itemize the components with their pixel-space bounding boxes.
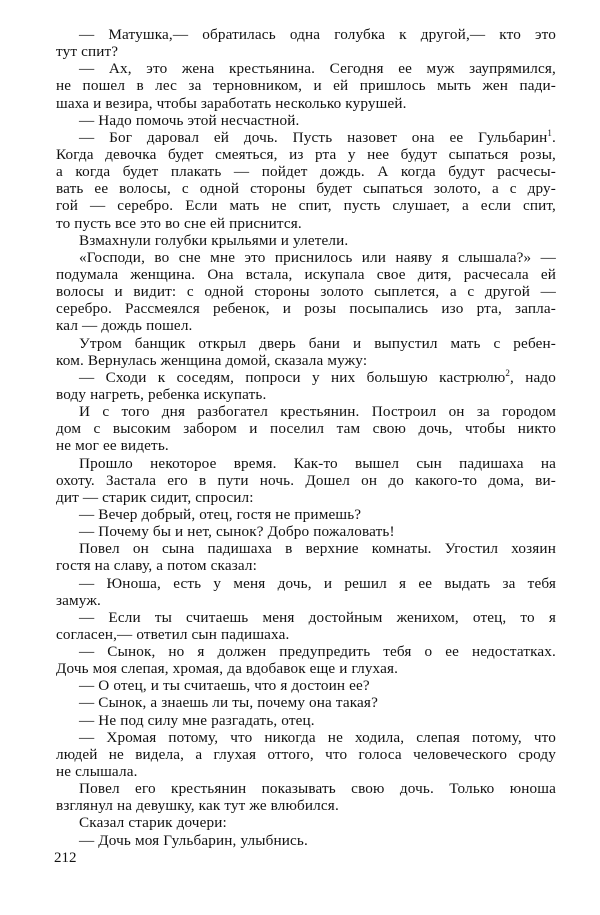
text-line [56,746,556,763]
text-line [56,232,556,249]
text-line [56,592,556,609]
line-text: гостя на славу, а потом сказал: [56,557,257,575]
line-text: гой — серебро. Если мать не спит, пусть слушает, а если спит, [56,197,556,215]
text-line [56,763,556,780]
text-line [56,557,556,574]
line-text: дит — старик сидит, спросил: [56,488,254,506]
text-line [56,832,556,849]
text-line [56,814,556,831]
text-line [56,283,556,300]
text-line [56,60,556,77]
text-line [56,352,556,369]
line-text: Сказал старик дочери: [79,814,227,832]
text-line [56,797,556,814]
text-line [56,437,556,454]
line-text: людей не видела, а глухая оттого, что голоса человеческого сроду [56,745,556,763]
text-line [56,626,556,643]
text-line [56,266,556,283]
line-text: — Сынок, а знаешь ли ты, почему она такая? [79,694,378,712]
line-text: охоту. Застала его в пути ночь. Дошел он до какого-то дома, ви- [56,471,556,489]
text-line [56,575,556,592]
text-line [56,129,556,146]
line-text: — Сходи к соседям, попроси у них большую кастрюлю [79,368,506,386]
text-line [56,386,556,403]
line-text: — Дочь моя Гульбарин, улыбнись. [79,831,308,849]
text-line [56,163,556,180]
line-text: — Ах, это жена крестьянина. Сегодня ее муж заупрямился, [79,60,556,78]
line-text: — Если ты считаешь меня достойным женихом, отец, то я [79,608,556,626]
line-text: — Юноша, есть у меня дочь, и решил я ее выдать за тебя [79,574,556,592]
line-text: — Вечер добрый, отец, гостя не примешь? [79,505,362,523]
text-line [56,489,556,506]
text-line [56,660,556,677]
text-line [56,643,556,660]
text-line [56,180,556,197]
text-line [56,472,556,489]
text-line [56,95,556,112]
line-text: серебро. Рассмеялся ребенок, и розы посыпались изо рта, запла- [56,300,556,318]
page-number: 212 [54,850,77,866]
line-text: Повел он сына падишаха в верхние комнаты. Угостил хозяин [79,540,556,558]
line-text: не пошел в лес за терновником, и ей пришлось мыть жен пади- [56,77,556,95]
line-text: то пусть все это во сне ей приснится. [56,214,302,232]
line-text: «Господи, во сне мне это приснилось или наяву я слышала?» — [79,248,556,266]
line-text: согласен,— ответил сын падишаха. [56,625,290,643]
line-text: Повел его крестьянин показывать свою дочь. Только юноша [79,780,556,798]
text-line [56,249,556,266]
text-line [56,317,556,334]
line-text: Когда девочка будет смеяться, из рта у нее будут сыпаться розы, [56,145,556,163]
line-text: вать ее волосы, с одной стороны будет сыпаться золото, а с дру- [56,180,556,198]
text-line [56,712,556,729]
text-line [56,609,556,626]
line-text: — Не под силу мне разгадать, отец. [79,711,315,729]
line-text: замуж. [56,591,101,609]
text-line [56,300,556,317]
text-line [56,420,556,437]
text-line [56,694,556,711]
line-text: — Сынок, но я должен предупредить тебя о ее недостатках. [79,643,556,661]
line-text: не слышала. [56,763,138,781]
line-text: ком. Вернулась женщина домой, сказала мужу: [56,351,368,369]
line-text: — О отец, и ты считаешь, что я достоин ее? [79,677,370,695]
line-text: Дочь моя слепая, хромая, да вдобавок еще и глухая. [56,660,399,678]
line-text: а когда будет плакать — пойдет дождь. А когда будут расчесы- [56,163,556,181]
line-text: тут спит? [56,43,119,61]
text-line [56,506,556,523]
text-line [56,403,556,420]
text-line [56,540,556,557]
line-text: волосы и видит: с одной стороны золото сыплется, а с другой — [56,283,556,301]
line-text: дом с высоким забором и поселил там свою дочь, чтобы никто [56,420,556,438]
line-text: не мог ее видеть. [56,437,169,455]
line-text: И с того дня разбогател крестьянин. Построил он за городом [79,403,556,421]
line-text-suffix: . [552,128,556,146]
text-line [56,780,556,797]
line-text: воду нагреть, ребенка искупать. [56,385,267,403]
text-line [56,455,556,472]
line-text: взглянул на девушку, как тут же влюбился. [56,797,339,815]
text-line [56,77,556,94]
page-body [56,26,556,849]
line-text: Утром банщик открыл дверь бани и выпустил мать с ребен- [79,334,556,352]
text-line [56,369,556,386]
line-text: Взмахнули голубки крыльями и улетели. [79,231,349,249]
line-text: Прошло некоторое время. Как-то вышел сын падишаха на [79,454,556,472]
line-text: — Надо помочь этой несчастной. [79,111,300,129]
text-line [56,112,556,129]
text-line [56,146,556,163]
line-text-suffix: , надо [509,368,556,386]
text-line [56,26,556,43]
line-text: подумала женщина. Она встала, искупала свое дитя, расчесала ей [56,265,556,283]
line-text: шаха и везира, чтобы заработать несколько курушей. [56,94,407,112]
text-line [56,677,556,694]
text-line [56,215,556,232]
text-line [56,43,556,60]
text-line [56,335,556,352]
line-text: — Почему бы и нет, сынок? Добро пожаловать! [79,523,395,541]
text-line [56,729,556,746]
text-line [56,197,556,214]
footnote-marker: 1 [547,127,553,138]
text-line [56,523,556,540]
footnote-marker: 2 [505,367,510,378]
line-text: — Бог даровал ей дочь. Пусть назовет она ее Гульбарин [79,128,548,146]
line-text: кал — дождь пошел. [56,317,193,335]
line-text: — Матушка,— обратилась одна голубка к другой,— кто это [79,26,556,43]
line-text: — Хромая потому, что никогда не ходила, слепая потому, что [79,728,556,746]
